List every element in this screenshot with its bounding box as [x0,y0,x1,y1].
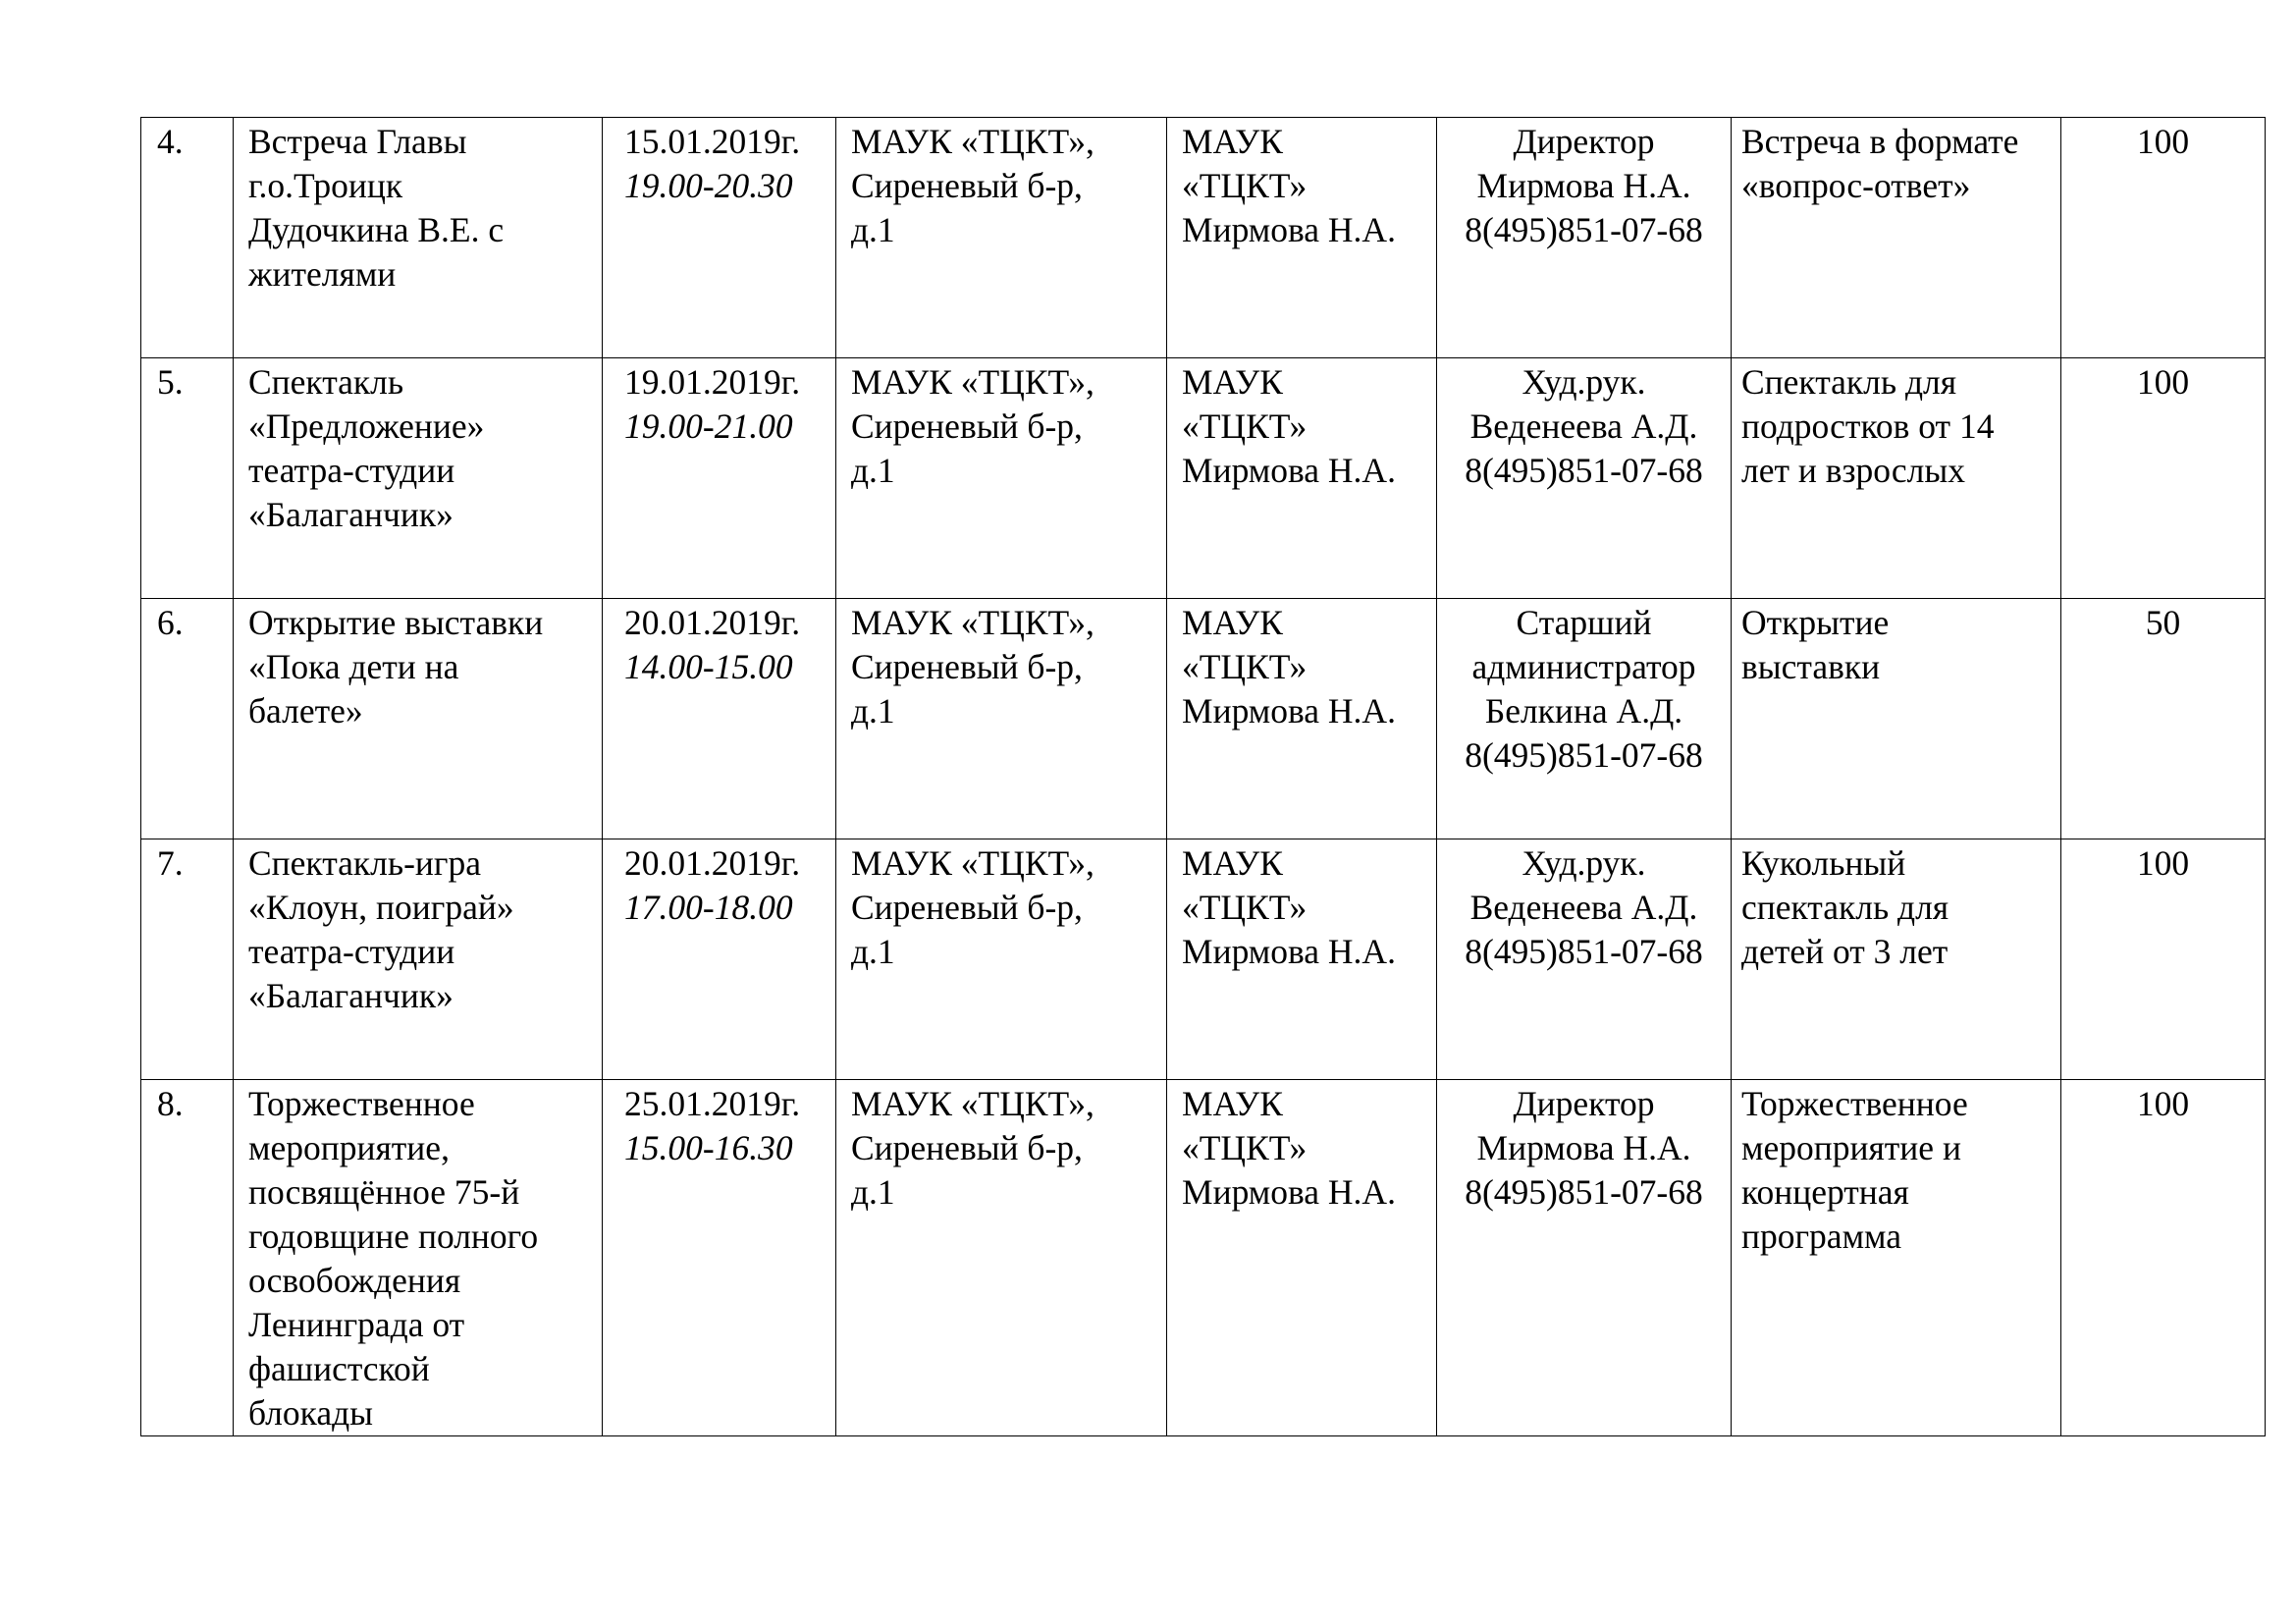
event-number: 7. [157,843,184,883]
table-row [141,599,2266,839]
event-participants-cell [2061,599,2266,839]
event-contact-line: 8(495)851-07-68 [1465,932,1703,971]
event-time: 14.00-15.00 [624,647,793,686]
event-place-line: д.1 [851,691,895,731]
event-name-line: Дудочкина В.Е. с [248,210,505,249]
event-time: 15.00-16.30 [624,1128,793,1167]
event-organizer-cell [1167,599,1437,839]
event-contact-cell [1437,358,1732,599]
event-name-line: Спектакль-игра [248,843,481,883]
event-description-line: программа [1741,1217,1902,1256]
event-number-cell [141,839,234,1080]
event-description-line: Открытие [1741,603,1890,642]
event-number-cell [141,358,234,599]
event-name-line: освобождения [248,1261,461,1300]
table-row [141,358,2266,599]
event-name-line: Ленинграда от [248,1305,465,1344]
event-number: 4. [157,122,184,161]
event-description-line: Торжественное [1741,1084,1968,1123]
event-name-cell [234,358,603,599]
event-name-line: посвящённое 75-й [248,1172,520,1212]
event-contact-line: администратор [1471,647,1696,686]
event-contact-line: 8(495)851-07-68 [1465,1172,1703,1212]
event-contact-line: Старший [1516,603,1652,642]
event-date-cell [603,599,836,839]
event-name-line: Открытие выставки [248,603,544,642]
event-name-line: жителями [248,254,397,294]
event-organizer-line: «ТЦКТ» [1182,1128,1308,1167]
event-place-line: Сиреневый б-р, [851,1128,1083,1167]
event-participants-count: 50 [2145,603,2181,642]
event-participants-count: 100 [2136,1084,2190,1123]
event-organizer-line: «ТЦКТ» [1182,647,1308,686]
event-place-cell [836,1080,1167,1436]
event-name-line: «Клоун, поиграй» [248,888,514,927]
event-name-line: балете» [248,691,363,731]
event-name-cell [234,1080,603,1436]
event-name-cell [234,839,603,1080]
event-organizer-line: Мирмова Н.А. [1182,451,1396,490]
event-organizer-line: МАУК [1182,122,1283,161]
event-organizer-line: Мирмова Н.А. [1182,691,1396,731]
table-row [141,118,2266,358]
event-participants-cell [2061,1080,2266,1436]
event-place-line: Сиреневый б-р, [851,406,1083,446]
event-contact-line: 8(495)851-07-68 [1465,735,1703,775]
event-place-line: МАУК «ТЦКТ», [851,843,1095,883]
event-contact-cell [1437,839,1732,1080]
event-contact-line: 8(495)851-07-68 [1465,210,1703,249]
event-name-line: Торжественное [248,1084,475,1123]
event-place-line: МАУК «ТЦКТ», [851,603,1095,642]
event-place-line: МАУК «ТЦКТ», [851,122,1095,161]
event-description-line: лет и взрослых [1741,451,1965,490]
event-place-line: Сиреневый б-р, [851,888,1083,927]
event-place-line: МАУК «ТЦКТ», [851,1084,1095,1123]
event-contact-line: Веденеева А.Д. [1469,406,1698,446]
event-organizer-line: Мирмова Н.А. [1182,932,1396,971]
event-organizer-line: МАУК [1182,603,1283,642]
event-place-cell [836,839,1167,1080]
event-name-line: театра-студии [248,932,455,971]
event-organizer-cell [1167,118,1437,358]
event-description-line: спектакль для [1741,888,1949,927]
event-contact-line: Директор [1513,1084,1655,1123]
event-description-line: Встреча в формате [1741,122,2019,161]
event-place-cell [836,118,1167,358]
event-place-cell [836,599,1167,839]
event-date: 19.01.2019г. [624,362,801,402]
event-description-line: выставки [1741,647,1881,686]
event-place-line: д.1 [851,1172,895,1212]
event-organizer-cell [1167,1080,1437,1436]
event-participants-cell [2061,839,2266,1080]
event-place-line: д.1 [851,451,895,490]
event-date-cell [603,358,836,599]
event-contact-line: Веденеева А.Д. [1469,888,1698,927]
event-description-line: «вопрос-ответ» [1741,166,1971,205]
event-number-cell [141,118,234,358]
event-date: 25.01.2019г. [624,1084,801,1123]
event-contact-line: Худ.рук. [1522,362,1646,402]
event-name-line: театра-студии [248,451,455,490]
event-participants-cell [2061,358,2266,599]
events-table [140,117,2266,1436]
event-name-line: Спектакль [248,362,404,402]
event-description-line: Кукольный [1741,843,1906,883]
event-name-line: «Балаганчик» [248,495,454,534]
event-time: 19.00-21.00 [624,406,793,446]
event-name-line: «Пока дети на [248,647,459,686]
event-name-line: фашистской [248,1349,430,1388]
table-row [141,1080,2266,1436]
event-contact-line: Мирмова Н.А. [1476,166,1691,205]
event-contact-line: Директор [1513,122,1655,161]
event-organizer-line: Мирмова Н.А. [1182,210,1396,249]
event-date: 20.01.2019г. [624,603,801,642]
event-description-cell [1732,839,2061,1080]
event-contact-cell [1437,1080,1732,1436]
event-name-line: «Балаганчик» [248,976,454,1015]
event-number-cell [141,1080,234,1436]
event-organizer-line: «ТЦКТ» [1182,888,1308,927]
event-place-line: д.1 [851,932,895,971]
event-name-line: г.о.Троицк [248,166,403,205]
event-description-cell [1732,1080,2061,1436]
event-name-line: Встреча Главы [248,122,467,161]
event-date-cell [603,839,836,1080]
event-name-line: мероприятие, [248,1128,450,1167]
event-description-line: концертная [1741,1172,1909,1212]
event-description-cell [1732,358,2061,599]
event-description-line: мероприятие и [1741,1128,1961,1167]
event-description-line: детей от 3 лет [1741,932,1949,971]
event-participants-count: 100 [2136,843,2190,883]
events-table-body [141,118,2266,1436]
event-organizer-line: «ТЦКТ» [1182,406,1308,446]
event-name-cell [234,599,603,839]
event-number: 5. [157,362,184,402]
event-place-line: Сиреневый б-р, [851,166,1083,205]
event-date: 15.01.2019г. [624,122,801,161]
event-number: 6. [157,603,184,642]
event-organizer-line: Мирмова Н.А. [1182,1172,1396,1212]
event-date-cell [603,1080,836,1436]
event-number-cell [141,599,234,839]
event-name-line: годовщине полного [248,1217,539,1256]
event-contact-line: Белкина А.Д. [1484,691,1683,731]
event-participants-cell [2061,118,2266,358]
event-number: 8. [157,1084,184,1123]
event-name-line: «Предложение» [248,406,485,446]
event-organizer-line: МАУК [1182,362,1283,402]
event-participants-count: 100 [2136,122,2190,161]
event-organizer-line: «ТЦКТ» [1182,166,1308,205]
event-contact-line: 8(495)851-07-68 [1465,451,1703,490]
event-description-line: Спектакль для [1741,362,1957,402]
event-date: 20.01.2019г. [624,843,801,883]
event-organizer-line: МАУК [1182,843,1283,883]
event-name-line: блокады [248,1393,374,1433]
event-organizer-cell [1167,358,1437,599]
event-name-cell [234,118,603,358]
event-description-line: подростков от 14 [1741,406,1995,446]
event-organizer-line: МАУК [1182,1084,1283,1123]
event-date-cell [603,118,836,358]
event-contact-line: Худ.рук. [1522,843,1646,883]
event-place-line: д.1 [851,210,895,249]
event-description-cell [1732,599,2061,839]
table-row [141,839,2266,1080]
event-place-line: Сиреневый б-р, [851,647,1083,686]
event-contact-cell [1437,118,1732,358]
event-place-cell [836,358,1167,599]
event-description-cell [1732,118,2061,358]
event-contact-cell [1437,599,1732,839]
event-participants-count: 100 [2136,362,2190,402]
event-organizer-cell [1167,839,1437,1080]
event-time: 17.00-18.00 [624,888,793,927]
event-time: 19.00-20.30 [624,166,793,205]
event-contact-line: Мирмова Н.А. [1476,1128,1691,1167]
event-place-line: МАУК «ТЦКТ», [851,362,1095,402]
